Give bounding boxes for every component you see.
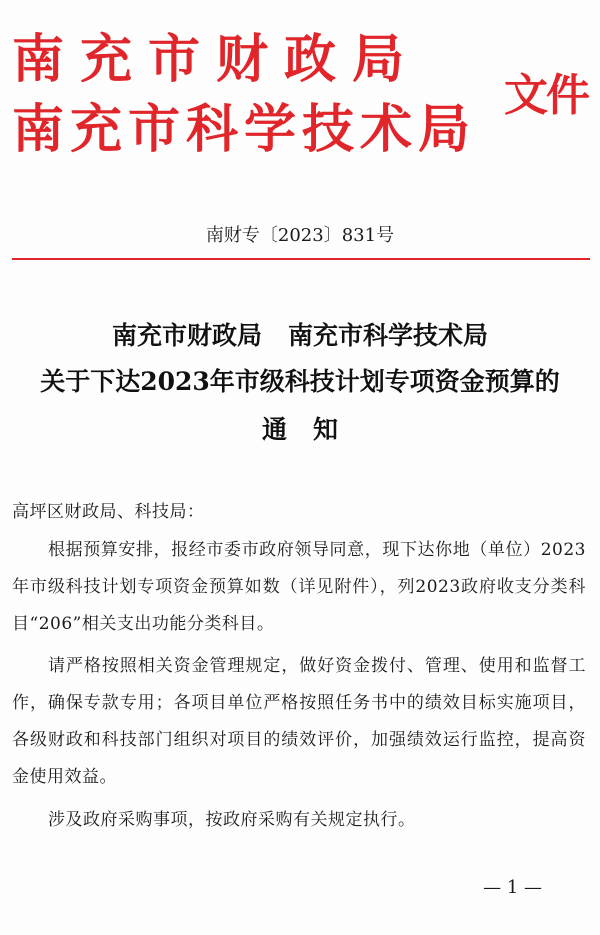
title-line-2: 关于下达2023年市级科技计划专项资金预算的 bbox=[40, 367, 560, 396]
page-number: — 1 — bbox=[483, 877, 542, 898]
addressee: 高坪区财政局、科技局： bbox=[12, 502, 205, 522]
letterhead-issuer-science: 南充市科学技术局 bbox=[12, 99, 477, 160]
title-line-1 bbox=[0, 320, 600, 352]
letterhead-document-suffix: 文件 bbox=[504, 70, 588, 121]
title-line-3: 通知 bbox=[261, 415, 364, 444]
letterhead-issuer-finance: 南充市财政局 bbox=[12, 29, 421, 90]
document-number: 南财专〔2023〕831号 bbox=[205, 225, 395, 246]
title-issuer-science: 南充市科学技术局 bbox=[288, 321, 489, 350]
paragraph-management: 请严格按照相关资金管理规定，做好资金拨付、管理、使用和监督工作，确保专款专用；各项目单位严格按照任务书中的绩效目标实施项目，各级财政和科技部门组织对项目的绩效评价，加强绩效运行监控，提高资金使用效益。 bbox=[12, 656, 586, 787]
red-divider bbox=[12, 258, 590, 260]
paragraph-procurement: 涉及政府采购事项，按政府采购有关规定执行。 bbox=[48, 810, 416, 830]
title-issuer-finance: 南充市财政局 bbox=[111, 321, 262, 350]
paragraph-budget: 根据预算安排，报经市委市政府领导同意，现下达你地（单位）2023年市级科技计划专项资金预算如数（详见附件），列2023政府收支分类科目“206”相关支出功能分类科目。 bbox=[12, 540, 586, 634]
